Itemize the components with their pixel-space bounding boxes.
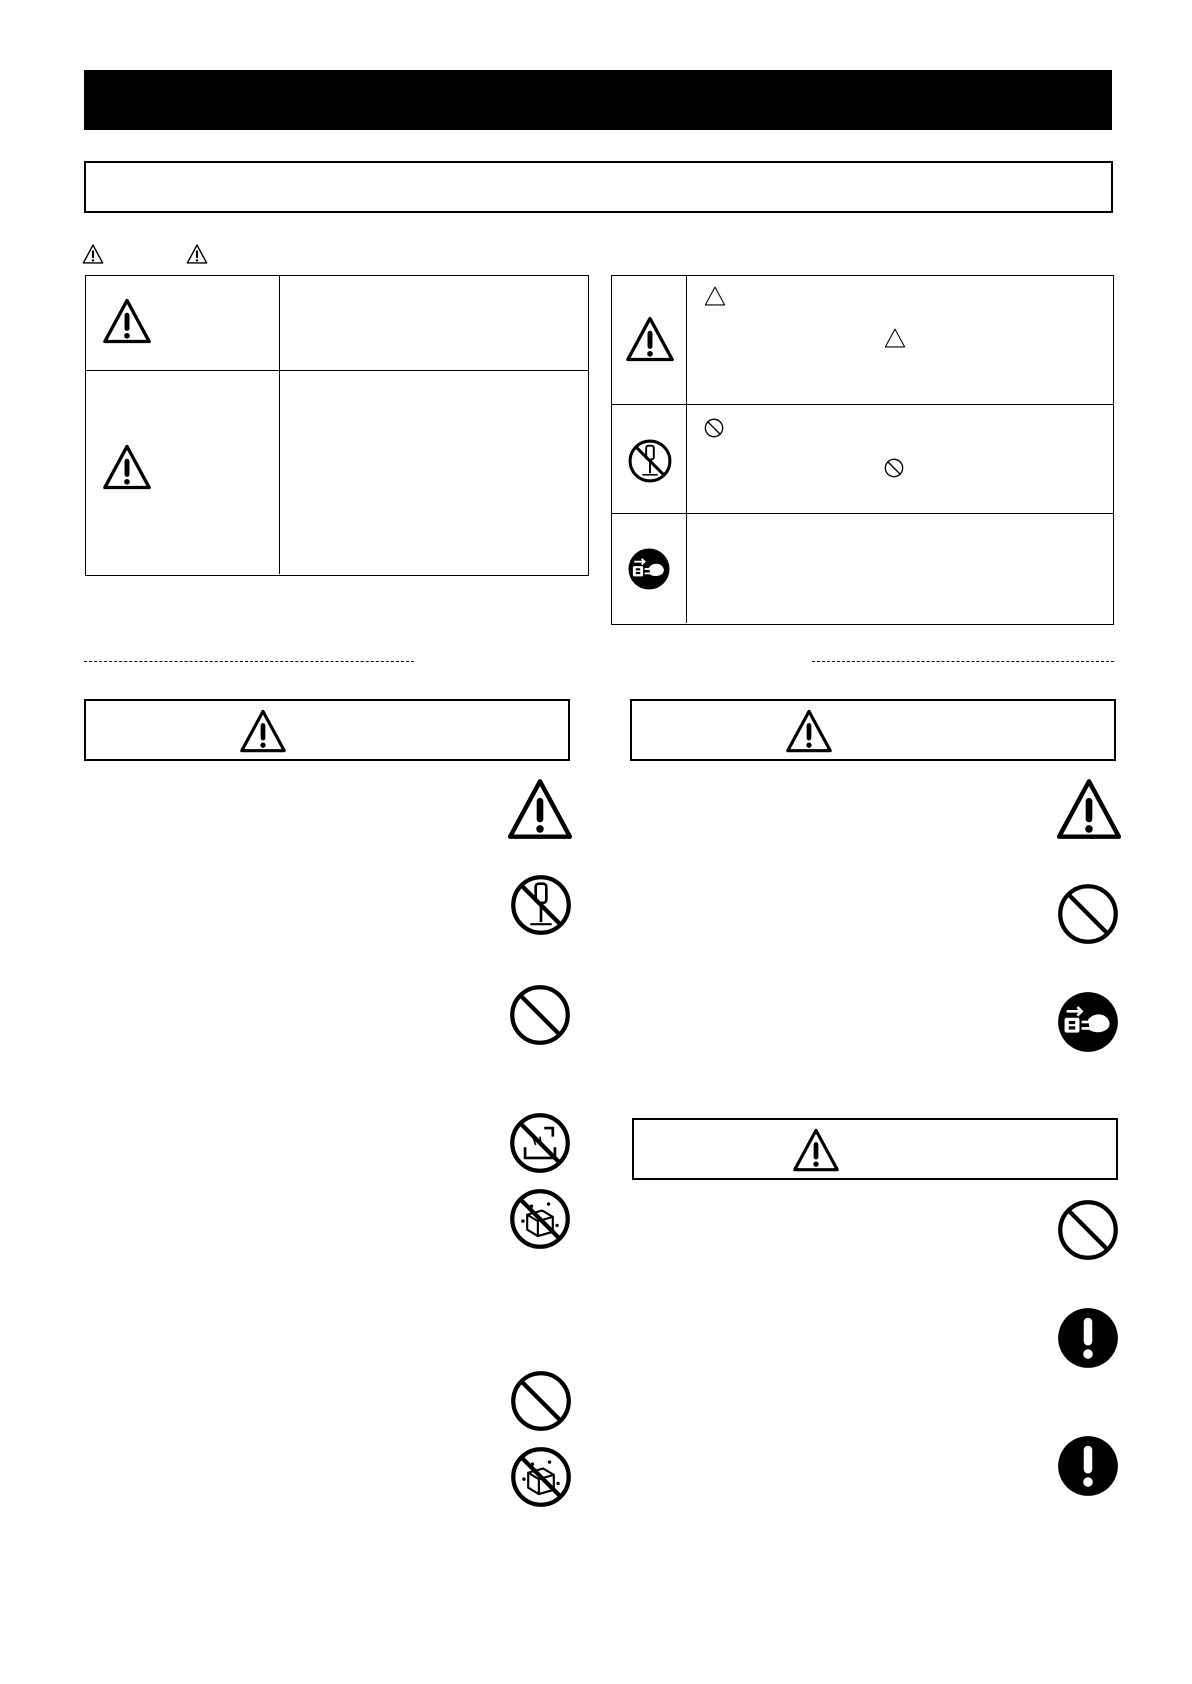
symbols-intro — [82, 244, 582, 268]
mandatory-action-icon — [1056, 1306, 1120, 1370]
no-disassemble-icon — [509, 873, 573, 937]
no-disassemble-icon — [627, 438, 673, 484]
left-symbol-table — [85, 275, 589, 576]
warning-triangle-icon — [625, 316, 675, 362]
right-symbol-table — [611, 275, 1114, 625]
caution-header — [632, 1118, 1118, 1180]
warning-triangle-icon — [186, 244, 208, 264]
warning-header-left — [84, 699, 570, 761]
warning-triangle-icon — [792, 1128, 840, 1172]
warning-triangle-icon — [101, 298, 153, 344]
unplug-icon — [1056, 990, 1120, 1054]
warning-triangle-icon — [82, 244, 104, 264]
no-wet-icon — [508, 1187, 572, 1251]
prohibited-icon — [508, 983, 572, 1047]
mandatory-action-icon — [1056, 1434, 1120, 1498]
warning-triangle-icon — [506, 778, 574, 840]
header-bar — [84, 70, 1112, 130]
warning-triangle-icon — [239, 709, 287, 753]
prohibited-icon — [1056, 1198, 1120, 1262]
warning-triangle-icon — [1055, 778, 1123, 840]
no-wet-icon — [509, 1445, 573, 1509]
triangle-outline-icon — [884, 328, 906, 348]
prohibited-icon — [509, 1369, 573, 1433]
prohibited-icon — [884, 458, 904, 478]
divider-right — [812, 661, 1114, 662]
title-box — [84, 161, 1113, 213]
no-water-icon — [508, 1111, 572, 1175]
prohibited-icon — [1056, 882, 1120, 946]
warning-triangle-icon — [101, 444, 153, 490]
unplug-icon — [627, 547, 671, 591]
prohibited-icon — [704, 418, 724, 438]
warning-header-right — [630, 699, 1116, 761]
divider-left — [84, 661, 414, 662]
warning-triangle-icon — [785, 709, 833, 753]
triangle-outline-icon — [704, 286, 726, 306]
